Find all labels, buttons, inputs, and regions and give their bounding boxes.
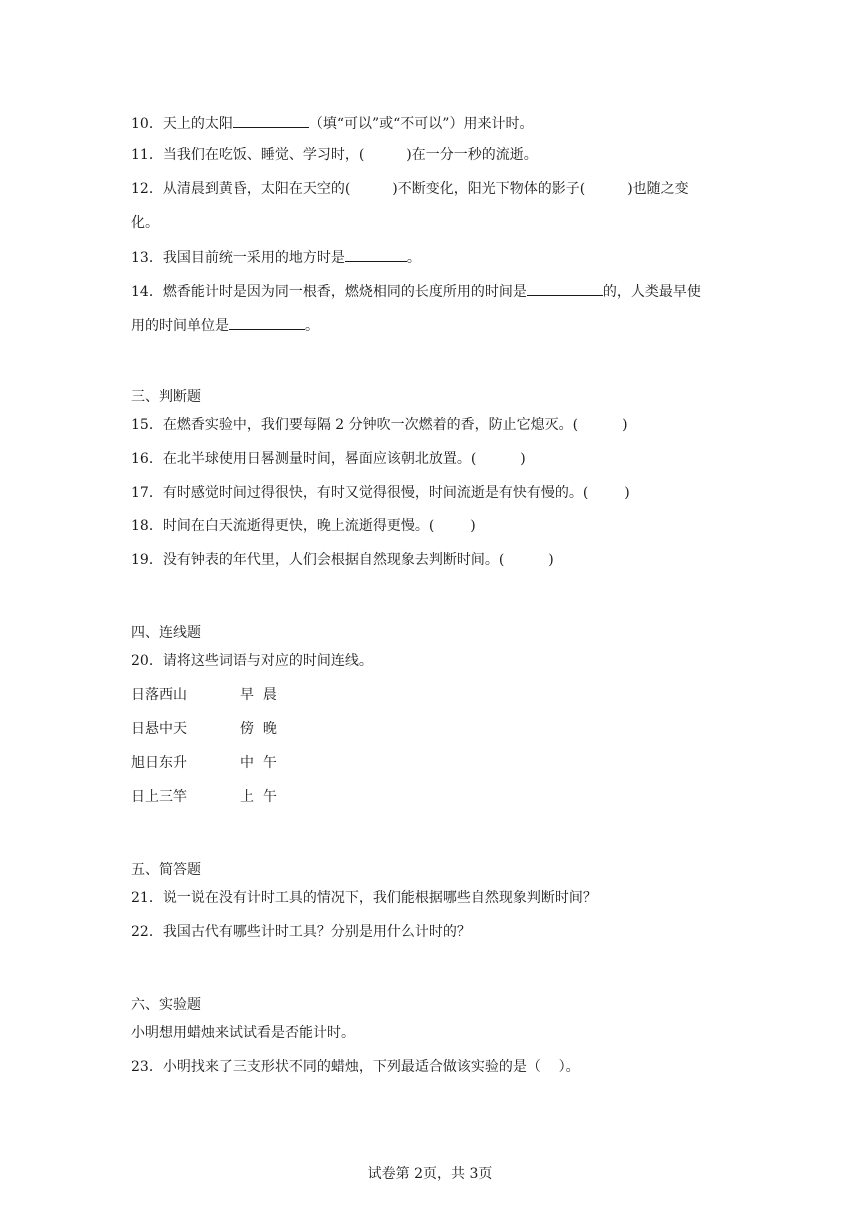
match-right-item[interactable]: 上 午: [240, 789, 277, 805]
match-left-item[interactable]: 日悬中天: [131, 721, 187, 737]
match-row: [131, 719, 277, 739]
question-22: 22．我国古代有哪些计时工具？分别是用什么计时的？: [131, 924, 471, 940]
question-14-continued: 用的时间单位是 。: [131, 314, 319, 336]
section-title-short: 五、简答题: [131, 862, 201, 878]
match-right-item[interactable]: 早 晨: [240, 687, 277, 703]
question-14: 14．燃香能计时是因为同一根香，燃烧相同的长度所用的时间是 的，人类最早使: [131, 280, 701, 302]
match-row: [131, 685, 277, 705]
question-15: 15．在燃香实验中，我们要每隔 2 分钟吹一次燃着的香，防止它熄灭。( ): [131, 417, 628, 433]
question-21: 21．说一说在没有计时工具的情况下，我们能根据哪些自然现象判断时间？: [131, 890, 597, 906]
question-12-continued: 化。: [131, 215, 159, 231]
section-title-judge: 三、判断题: [131, 389, 201, 405]
match-left-item[interactable]: 日上三竿: [131, 789, 187, 805]
match-row: [131, 753, 277, 773]
question-17: 17．有时感觉时间过得很快，有时又觉得很慢，时间流逝是有快有慢的。( ): [131, 485, 630, 501]
page-footer: 试卷第 2页，共 3页: [367, 1166, 493, 1182]
match-left-item[interactable]: 旭日东升: [131, 755, 187, 771]
answer-blank[interactable]: [527, 280, 603, 296]
question-10: 10．天上的太阳 （填“可以”或“不可以”）用来计时。: [131, 112, 533, 134]
question-16: 16．在北半球使用日晷测量时间，晷面应该朝北放置。( ): [131, 451, 526, 467]
answer-blank[interactable]: [233, 112, 309, 128]
question-12: 12．从清晨到黄昏，太阳在天空的( )不断变化，阳光下物体的影子( )也随之变: [131, 181, 689, 197]
experiment-intro: 小明想用蜡烛来试试看是否能计时。: [131, 1025, 355, 1041]
question-23: 23．小明找来了三支形状不同的蜡烛，下列最适合做该实验的是（ ）。: [131, 1059, 580, 1075]
question-20: 20．请将这些词语与对应的时间连线。: [131, 653, 373, 669]
match-left-item[interactable]: 日落西山: [131, 687, 187, 703]
question-19: 19．没有钟表的年代里，人们会根据自然现象去判断时间。( ): [131, 552, 554, 568]
match-row: [131, 787, 277, 807]
question-18: 18．时间在白天流逝得更快，晚上流逝得更慢。( ): [131, 518, 476, 534]
section-title-match: 四、连线题: [131, 625, 201, 641]
match-right-item[interactable]: 傍 晚: [240, 721, 277, 737]
question-13: 13．我国目前统一采用的地方时是 。: [131, 246, 421, 268]
match-right-item[interactable]: 中 午: [240, 755, 277, 771]
answer-blank[interactable]: [229, 314, 305, 330]
section-title-experiment: 六、实验题: [131, 997, 201, 1013]
question-11: 11．当我们在吃饭、睡觉、学习时，( )在一分一秒的流逝。: [131, 147, 538, 163]
answer-blank[interactable]: [345, 246, 407, 262]
